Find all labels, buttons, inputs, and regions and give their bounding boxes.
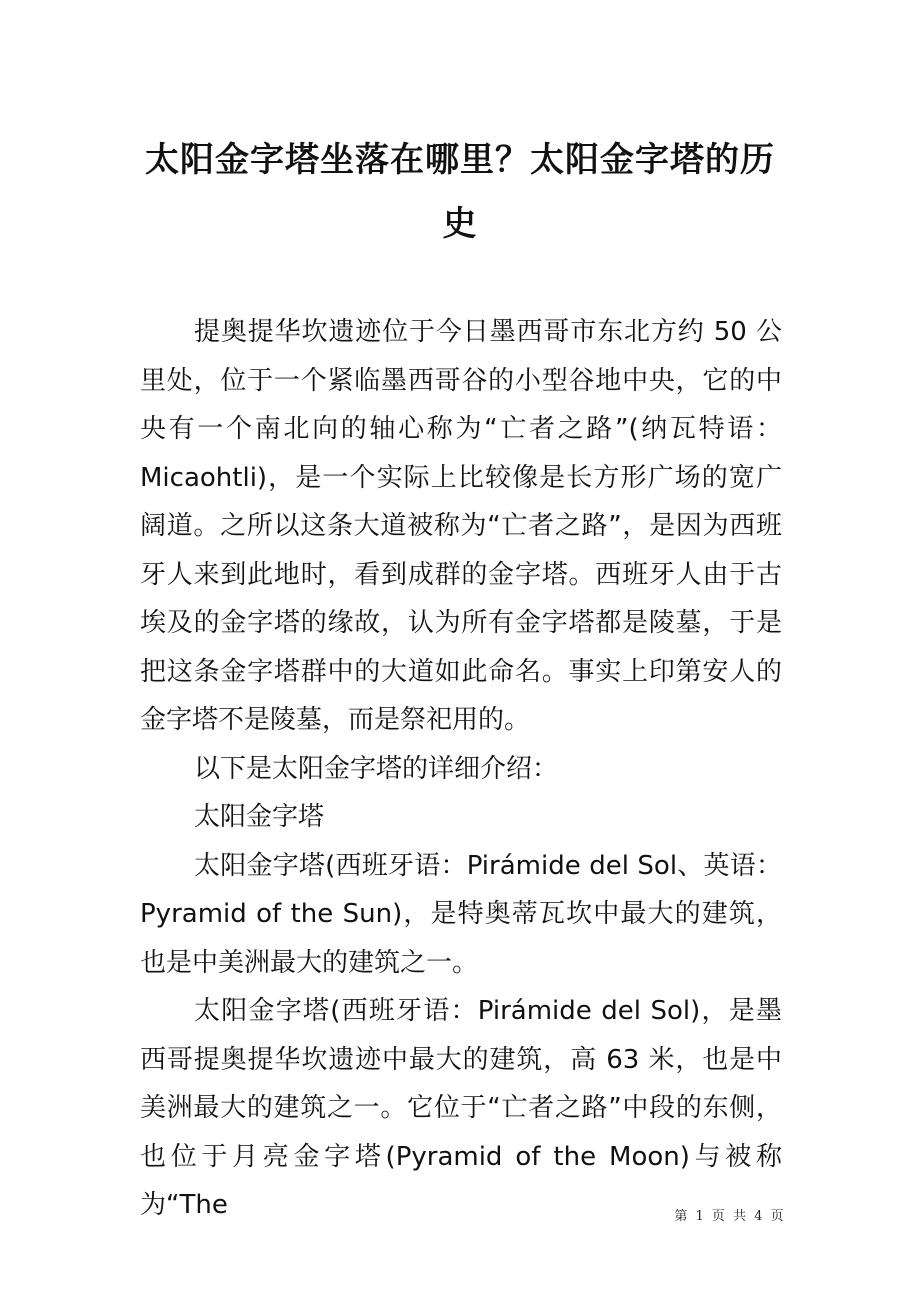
page-number: 第 1 页 共 4 页 <box>674 1209 786 1224</box>
paragraph-details: 太阳金字塔(西班牙语：Pirámide del Sol)，是墨西哥提奥提华坎遗迹中最大的建筑，高 63 米，也是中美洲最大的建筑之一。它位于“亡者之路”中段的东侧，也位于月亮金字塔(Pyramid of the Moon)与被称为“The <box>140 996 782 1220</box>
section-heading: 太阳金字塔 <box>194 802 325 832</box>
paragraph-lead: 以下是太阳金字塔的详细介绍： <box>194 753 559 784</box>
paragraph-definition: 太阳金字塔(西班牙语：Pirámide del Sol、英语：Pyramid of the Sun)，是特奥蒂瓦坎中最大的建筑，也是中美洲最大的建筑之一。 <box>140 850 782 978</box>
page-footer <box>0 1207 920 1227</box>
body-text <box>140 308 782 1230</box>
page-title: 太阳金字塔坐落在哪里？太阳金字塔的历史 <box>145 140 775 244</box>
paragraph-intro: 提奥提华坎遗迹位于今日墨西哥市东北方约 50 公里处，位于一个紧临墨西哥谷的小型谷地中央，它的中央有一个南北向的轴心称为“亡者之路”(纳瓦特语：Micaohtli)，是一个实际上比较像是长方形广场的宽广阔道。之所以这条大道被称为“亡者之路”，是因为西班牙人来到此地时，看到成群的金字塔。西班牙人由于古埃及的金字塔的缘故，认为所有金字塔都是陵墓，于是把这条金字塔群中的大道如此命名。事实上印第安人的金字塔不是陵墓，而是祭祀用的。 <box>140 317 782 735</box>
